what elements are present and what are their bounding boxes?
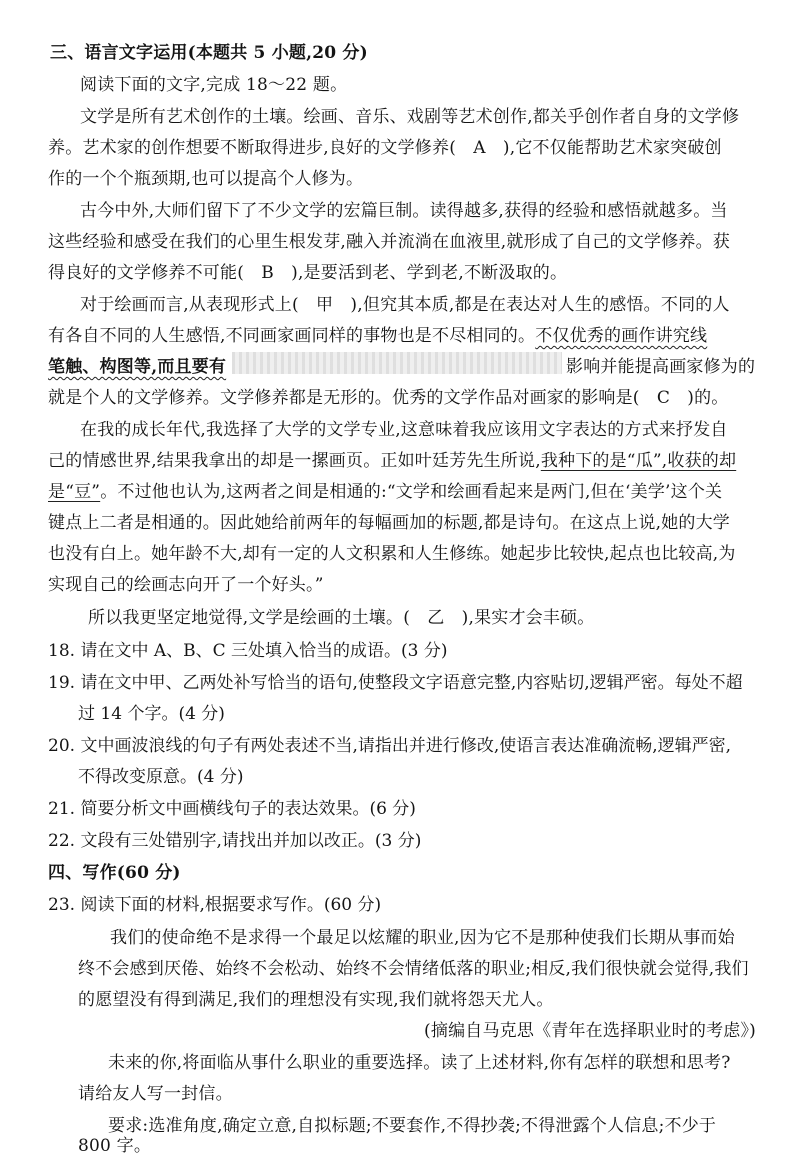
material-line3: 的愿望没有得到满足,我们的理想没有实现,我们就将怨天尤人。 [78,990,554,1010]
question-18: 18. 请在文中 A、B、C 三处填入恰当的成语。(3 分) [48,641,448,661]
passage-p3-line4: 就是个人的文学修养。文学修养都是无形的。优秀的文学作品对画家的影响是( C )的。 [48,388,729,408]
question-20-line1: 20. 文中画波浪线的句子有两处表述不当,请指出并进行修改,使语言表达准确流畅,逻辑严密, [48,736,732,756]
requirements-line1: 要求:选准角度,确定立意,自拟标题;不要套作,不得抄袭;不得泄露个人信息;不少于 [108,1116,717,1136]
passage-intro: 阅读下面的文字,完成 18～22 题。 [80,75,348,95]
question-22: 22. 文段有三处错别字,请找出并加以改正。(3 分) [48,831,422,851]
passage-p4-line5: 也没有白上。她年龄不大,却有一定的人文积累和人生修练。她起步比较快,起点也比较高,为 [48,544,736,564]
underlined-sentence-part2: 是“豆” [48,482,101,502]
passage-p4-line4: 键点上二者是相通的。因此她给前两年的每幅画加的标题,都是诗句。在这点上说,她的大学 [48,513,731,533]
requirements-line2: 800 字。 [78,1136,152,1156]
writing-prompt-line1: 未来的你,将面临从事什么职业的重要选择。读了上述材料,你有怎样的联想和思考? [108,1053,731,1073]
passage-p2-line1: 古今中外,大师们留下了不少文学的宏篇巨制。读得越多,获得的经验和感悟就越多。当 [80,201,728,221]
question-19-line1: 19. 请在文中甲、乙两处补写恰当的语句,使整段文字语意完整,内容贴切,逻辑严密。每处不超 [48,673,743,693]
question-20-line2: 不得改变原意。(4 分) [78,767,244,787]
passage-p3-line3 [48,352,226,382]
wavy-underlined-sentence-part2: 笔触、构图等,而且要有 [48,357,227,377]
passage-p1-line2: 养。艺术家的创作想要不断取得进步,良好的文学修养( A ),它不仅能帮助艺术家突破创 [48,138,722,158]
passage-p4-line3 [48,477,722,507]
passage-p2-line2: 这些经验和感受在我们的心里生根发芽,融入并流淌在血液里,就形成了自己的文学修养。获 [48,232,731,252]
passage-p1-line1: 文学是所有艺术创作的土壤。绘画、音乐、戏剧等艺术创作,都关乎创作者自身的文学修 [80,107,740,127]
passage-p2-line3: 得良好的文学修养不可能( B ),是要活到老、学到老,不断汲取的。 [48,263,568,283]
underlined-sentence-part1: 我种下的是“瓜”,收获的却 [540,451,737,471]
section-3-heading: 三、语言文字运用(本题共 5 小题,20 分) [50,43,368,63]
question-21: 21. 简要分析文中画横线句子的表达效果。(6 分) [48,799,416,819]
writing-prompt-line2: 请给友人写一封信。 [78,1084,233,1104]
material-line1: 我们的使命绝不是求得一个最足以炫耀的职业,因为它不是那种使我们长期从事而始 [110,928,735,948]
passage-p4-line3-text: 。不过他也认为,这两者之间是相通的:“文学和绘画看起来是两门,但在‘美学’这个关 [100,482,723,502]
passage-p3-line2 [48,321,707,351]
passage-p3-line3-rest: 影响并能提高画家修为的 [566,357,756,377]
material-source: (摘编自马克思《青年在选择职业时的考虑》) [424,1021,756,1041]
passage-p5: 所以我更坚定地觉得,文学是绘画的土壤。( 乙 ),果实才会丰硕。 [88,608,595,628]
passage-p4-line2-text: 己的情感世界,结果我拿出的却是一摞画页。正如叶廷芳先生所说, [48,451,541,471]
passage-p4-line1: 在我的成长年代,我选择了大学的文学专业,这意味着我应该用文字表达的方式来抒发自 [80,420,728,440]
passage-p3-line2-text: 有各自不同的人生感悟,不同画家画同样的事物也是不尽相同的。 [48,326,536,346]
passage-p4-line6: 实现自己的绘画志向开了一个好头。” [48,575,324,595]
question-23: 23. 阅读下面的材料,根据要求写作。(60 分) [48,895,382,915]
question-19-line2: 过 14 个字。(4 分) [78,704,225,724]
material-line2: 终不会感到厌倦、始终不会松动、始终不会情绪低落的职业;相反,我们很快就会觉得,我们 [78,959,749,979]
passage-p3-line1: 对于绘画而言,从表现形式上( 甲 ),但究其本质,都是在表达对人生的感悟。不同的人 [80,295,730,315]
wavy-underlined-sentence-part1: 不仅优秀的画作讲究线 [535,326,708,346]
section-4-heading: 四、写作(60 分) [48,863,181,883]
passage-p1-line3: 作的一个个瓶颈期,也可以提高个人修为。 [48,169,364,189]
scan-smudge [232,352,562,374]
passage-p4-line2 [48,446,736,476]
